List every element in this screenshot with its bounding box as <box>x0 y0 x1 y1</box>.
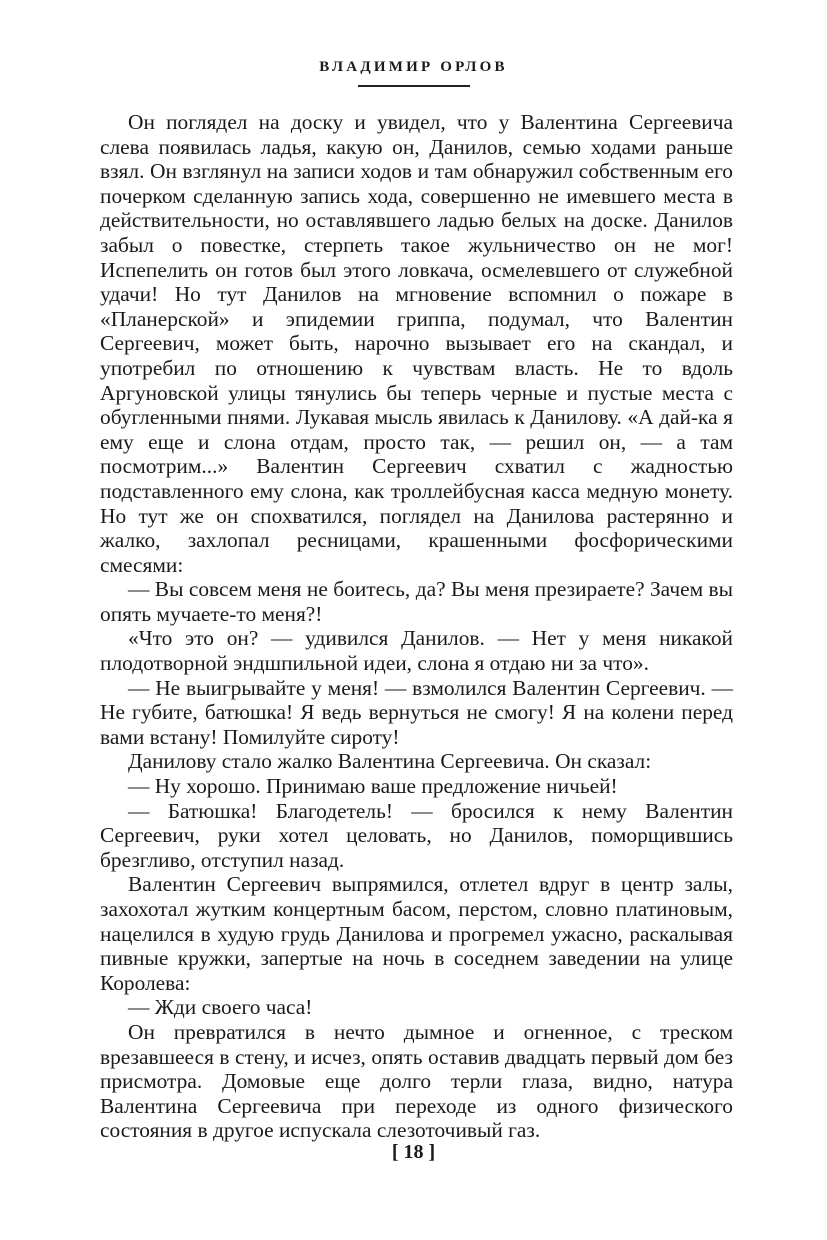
author-name: ВЛАДИМИР ОРЛОВ <box>319 59 508 75</box>
body-text <box>100 110 733 1143</box>
paragraph: — Вы совсем меня не боитесь, да? Вы меня презираете? Зачем вы опять мучаете-то меня?! <box>100 577 733 626</box>
paragraph: Данилову стало жалко Валентина Сергеевича. Он сказал: <box>128 749 652 774</box>
paragraph: — Ну хорошо. Принимаю ваше предложение ничьей! <box>128 774 618 799</box>
header-rule <box>358 85 470 87</box>
paragraph: — Батюшка! Благодетель! — бросился к нему Валентин Сергеевич, руки хотел целовать, но Данилов, поморщившись брезгливо, отступил назад. <box>100 798 733 872</box>
running-header <box>0 58 827 87</box>
paragraph: Валентин Сергеевич выпрямился, отлетел вдруг в центр залы, захохотал жутким концертным басом, перстом, словно платиновым, нацелился в худую грудь Данилова и прогремел ужасно, раскалывая пивные кружки, запертые на ночь в соседнем заведении на улице Королева: <box>100 872 733 995</box>
paragraph: Он поглядел на доску и увидел, что у Валентина Сергеевича слева появилась ладья, какую он, Данилов, семью ходами раньше взял. Он взглянул на записи ходов и там обнаружил собственным его почерком сделанную запись хода, совершенно не имевшего места в действительности, но оставлявшего ладью белых на доске. Данилов забыл о повестке, стерпеть такое жульничество он не мог! Испепелить он готов был этого ловкача, осмелевшего от служебной удачи! Но тут Данилов на мгновение вспомнил о пожаре в «Планерской» и эпидемии гриппа, подумал, что Валентин Сергеевич, может быть, нарочно вызывает его на скандал, и употребил по отношению к чувствам власть. Не то вдоль Аргуновской улицы тянулись бы теперь черные и пустые места с обугленными пнями. Лукавая мысль явилась к Данилову. «А дай-ка я ему еще и слона отдам, просто так, — решил он, — а там посмотрим...» Валентин Сергеевич схватил с жадностью подставленного ему слона, как троллейбусная касса медную монету. Но тут же он спохватился, поглядел на Данилова растерянно и жалко, захлопал ресницами, крашенными фосфорическими смесями: <box>100 110 733 577</box>
page-number: [ 18 ] <box>391 1141 436 1163</box>
paragraph: Он превратился в нечто дымное и огненное, с треском врезавшееся в стену, и исчез, опять оставив двадцать первый дом без присмотра. Домовые еще долго терли глаза, видно, натура Валентина Сергеевича при переходе из одного физического состояния в другое испускала слезоточивый газ. <box>100 1019 733 1143</box>
paragraph: — Жди своего часа! <box>128 995 313 1020</box>
paragraph: — Не выигрывайте у меня! — взмолился Валентин Сергеевич. — Не губите, батюшка! Я ведь вернуться не смогу! Я на колени перед вами встану! Помилуйте сироту! <box>100 675 733 749</box>
paragraph: «Что это он? — удивился Данилов. — Нет у меня никакой плодотворной эндшпильной идеи, слона я отдаю ни за что». <box>100 626 733 676</box>
